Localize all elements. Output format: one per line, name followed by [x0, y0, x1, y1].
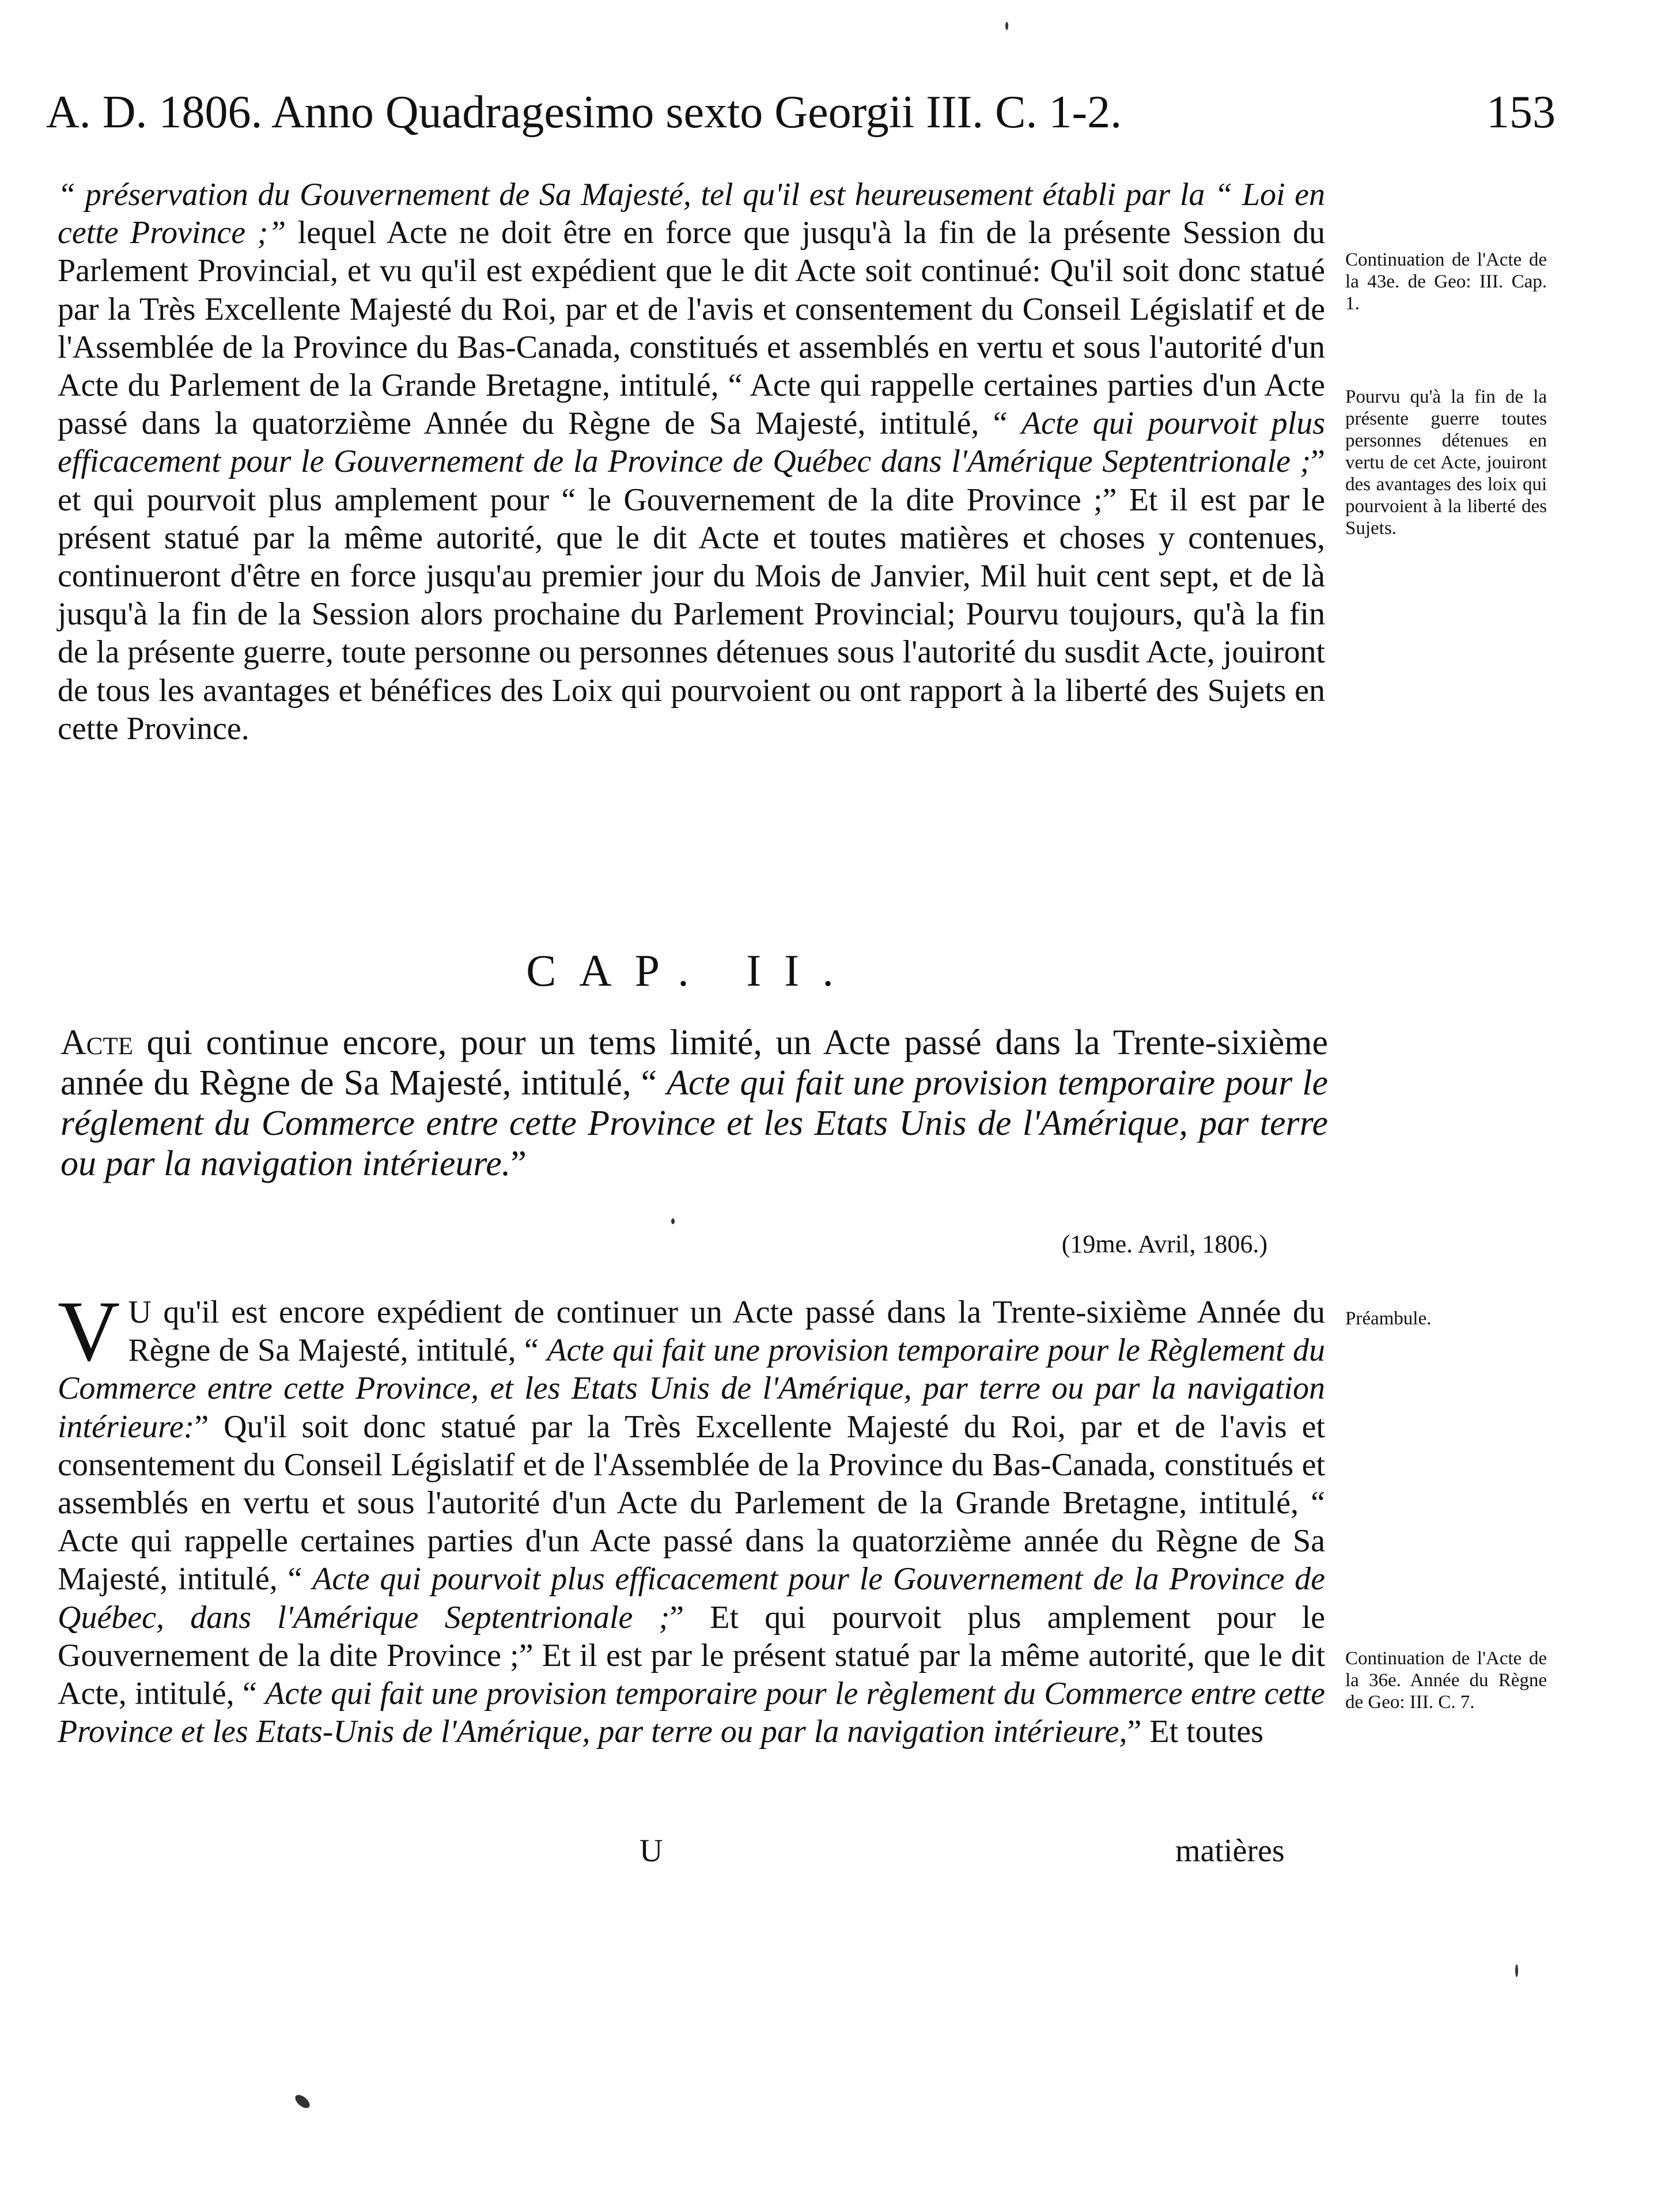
act-title	[60, 1023, 1328, 1184]
para1-text-end: ” et qui pourvoit plus amplement pour “ le Gouvernement de la dite Province ;” Et il est par le présent statué par la même autorité, que le dit Acte et toutes matières et choses y contenues, continueront d'être en force jusqu'au premier jour du Mois de Janvier, Mil huit cent sept, et de là jusqu'à la fin de la Session alors prochaine du Parlement Provincial; Pourvu toujours, qu'à la fin de la présente guerre, toute personne ou personnes détenues sous l'autorité du susdit Acte, jouiront de tous les avantages et bénéfices des Loix qui pourvoient ou ont rapport à la liberté des Sujets en cette Province.	[58, 444, 1325, 747]
paragraph-continuation	[58, 176, 1325, 748]
act-title-italic: Acte qui fait une provision temporaire pour le réglement du Commerce entre cette Province et les Etats Unis de l'Amérique, par terre ou par la navigation intérieure.	[60, 1063, 1328, 1183]
para1-italic-line2: “ Loi en cette Province ;”	[58, 177, 1326, 251]
act-title-text: qui continue encore, pour un tems limité, un Acte passé dans la Trente-sixième année du Règne de Sa Majesté, intitulé, “	[60, 1023, 1328, 1103]
para2-text-a: U qu'il est encore expédient de continuer un Acte passé dans la Trente-sixième Année du Règne de Sa Majesté, intitulé, “	[128, 1294, 1325, 1369]
para2-italic-d: Acte qui pourvoit plus efficacement pour le Gouvernement de la Province de Québec, dans l'Amérique Septentrionale ;	[58, 1561, 1325, 1635]
margin-note-preamble: Préambule.	[1345, 1308, 1432, 1329]
para2-text-c: ” Qu'il soit donc statué par la Très Excellente Majesté du Roi, par et de l'avis et consentement du Conseil Législatif et de l'Assemblée de la Province du Bas-Canada, constitués et assemblés en vertu et sous l'autorité d'un Acte du Parlement de la Grande Bretagne, intitulé, “ Acte qui rappelle certaines parties d'un Acte passé dans la quatorzième année du Règne de Sa Majesté, intitulé, “	[58, 1408, 1325, 1597]
act-title-close: ”	[510, 1144, 527, 1183]
margin-note-proviso: Pourvu qu'à la fin de la présente guerre toutes personnes détenues en vertu de cet Acte, jouiront des avantages des loix qui pourvoient à la liberté des Sujets.	[1345, 387, 1547, 539]
catchword: matières	[1175, 1833, 1285, 1869]
ink-speck	[1005, 22, 1008, 30]
page-number: 153	[1486, 87, 1556, 138]
ink-speck	[671, 1218, 675, 1224]
para1-italic-title: Acte qui pourvoit plus efficacement pour le Gouvernement de la Province de Québec dans l'Amérique Septentrionale ;	[58, 406, 1326, 480]
paragraph-preamble	[58, 1283, 1326, 1751]
ink-speck	[293, 2092, 312, 2111]
signature-mark: U	[640, 1833, 663, 1869]
para2-italic-f: Acte qui fait une provision temporaire pour le règlement du Commerce entre cette Province et les Etats-Unis de l'Amérique, par terre ou par la navigation intérieure,	[58, 1676, 1326, 1750]
act-date: (19me. Avril, 1806.)	[1061, 1230, 1267, 1258]
para2-text-e: ” Et qui pourvoit plus amplement pour le Gouvernement de la dite Province ;” Et il est par le présent statué par la même autorité, que le dit Acte, intitulé, “	[58, 1599, 1325, 1712]
page-header	[46, 81, 1556, 144]
ink-speck	[1515, 1964, 1518, 1977]
drop-cap: V	[58, 1283, 120, 1379]
para2-text-g: ” Et toutes	[1127, 1714, 1263, 1750]
para1-text: lequel Acte ne doit être en force que jusqu'à la fin de la présente Session du Parlement Provincial, et vu qu'il est expédient que le dit Acte soit continué: Qu'il soit donc statué par la Très Excellente Majesté du Roi, par et de l'avis et consentement du Conseil Législatif et de l'Assemblée de la Province du Bas-Canada, constitués et assemblés en vertu et sous l'autorité d'un Acte du Parlement de la Grande Bretagne, intitulé, “ Acte qui rappelle certaines parties d'un Acte passé dans la quatorzième Année du Règne de Sa Majesté, intitulé, “	[58, 215, 1325, 442]
para2-italic-b: Acte qui fait une provision temporaire pour le Règlement du Commerce entre cette Province, et les Etats Unis de l'Amérique, par terre ou par la navigation intérieure:	[58, 1332, 1325, 1445]
para1-italic-line1: “ préservation du Gouvernement de Sa Majesté, tel qu'il est heureusement établi par la	[58, 177, 1205, 213]
margin-note-continuation-36: Continuation de l'Acte de la 36e. Année du Règne de Geo: III. C. 7.	[1345, 1648, 1547, 1713]
running-title: A. D. 1806. Anno Quadragesimo sexto Georgii III. C. 1-2.	[46, 87, 1122, 138]
chapter-heading: CAP. II.	[526, 945, 857, 995]
margin-note-continuation-43: Continuation de l'Acte de la 43e. de Geo: III. Cap. 1.	[1345, 249, 1547, 314]
act-title-lead: Acte	[60, 1023, 133, 1062]
